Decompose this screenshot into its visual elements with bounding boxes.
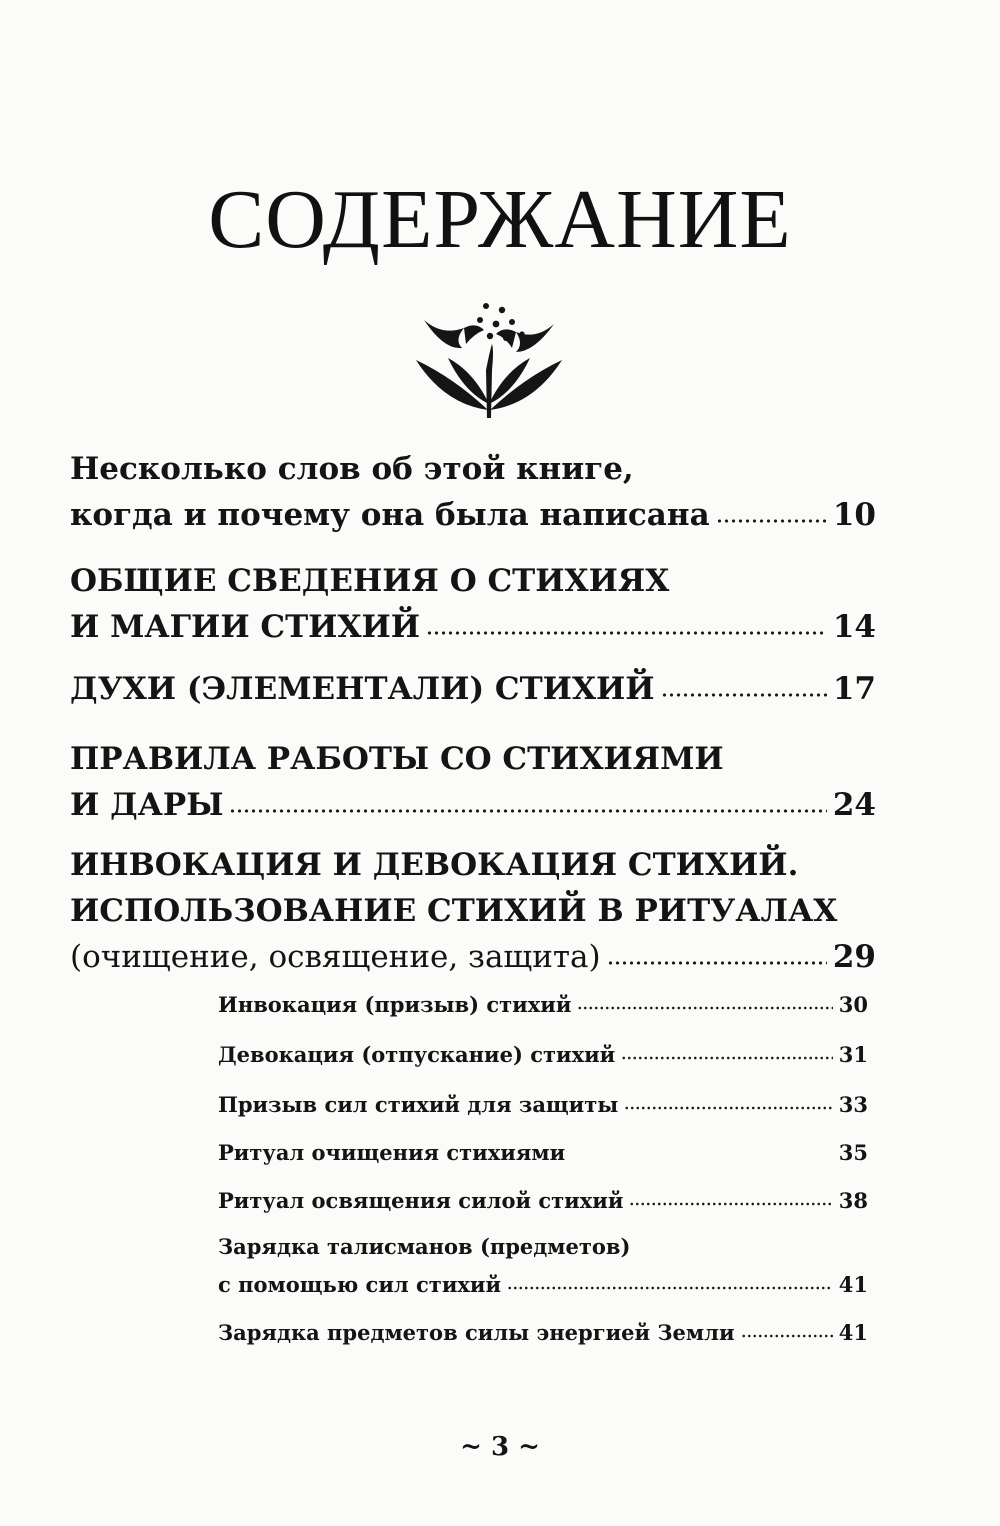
page-number: 31 [838,1042,868,1067]
page-number: 38 [838,1188,868,1213]
leader-dots [624,1104,832,1112]
toc-subentry-protection[interactable] [218,1086,868,1124]
leaf-ornament-icon [404,300,574,420]
page-number: 10 [832,497,876,533]
leader-dots [507,1284,833,1292]
leader-dots [607,959,827,967]
toc-entry-line: Зарядка талисманов (предметов) [218,1234,631,1259]
leader-dots [229,807,826,815]
toc-subentry-earth-energy[interactable] [218,1314,868,1352]
leader-dots [716,517,827,525]
toc-entry-line: ОБЩИЕ СВЕДЕНИЯ О СТИХИЯХ [70,563,670,599]
toc-entry-line: Инвокация (призыв) стихий 30 [218,986,868,1024]
toc-entry-general-info[interactable] [70,558,876,650]
page-number: 30 [838,992,868,1017]
leader-dots [426,629,827,637]
toc-entry-rules[interactable] [70,736,876,828]
toc-entry-line: Ритуал очищения стихиями 35 [218,1134,868,1172]
leader-dots [621,1054,833,1062]
page-number: 33 [838,1092,868,1117]
leader-dots [661,691,827,699]
toc-entry-line: с помощью сил стихий 41 [218,1266,868,1304]
toc-entry-line: Девокация (отпускание) стихий 31 [218,1036,868,1074]
toc-entry-line: Призыв сил стихий для защиты 33 [218,1086,868,1124]
page-number: 41 [838,1320,868,1345]
toc-entry-line: Несколько слов об этой книге, [70,451,634,487]
page-number: 14 [832,609,876,645]
toc-subentry-cleansing[interactable] [218,1134,868,1172]
toc-subentry-consecration[interactable] [218,1182,868,1220]
toc-entry-line: Зарядка предметов силы энергией Земли 41 [218,1314,868,1352]
page-number: 24 [832,787,876,823]
toc-entry-line: И МАГИИ СТИХИЙ 14 [70,604,876,650]
toc-entry-invocation[interactable] [70,842,876,980]
toc-entry-line: И ДАРЫ 24 [70,782,876,828]
toc-entry-line: (очищение, освящение, защита) 29 [70,934,876,980]
page-title: СОДЕРЖАНИЕ [208,173,792,266]
leader-dots [577,1004,832,1012]
toc-entry-about-book[interactable] [70,446,876,538]
toc-subentry-invocation[interactable] [218,986,868,1024]
toc-subentry-talismans[interactable] [218,1228,868,1304]
page-number: 41 [838,1272,868,1297]
page-number: 35 [838,1140,868,1165]
page-number: 29 [832,939,876,975]
page-number: 17 [832,671,876,707]
toc-entry-line: когда и почему она была написана 10 [70,492,876,538]
toc-subentry-devocation[interactable] [218,1036,868,1074]
leader-dots [741,1332,833,1340]
toc-entry-line: ПРАВИЛА РАБОТЫ СО СТИХИЯМИ [70,741,724,777]
toc-entry-spirits[interactable] [70,666,876,712]
toc-entry-line: ИСПОЛЬЗОВАНИЕ СТИХИЙ В РИТУАЛАХ [70,893,838,929]
leader-dots [629,1200,832,1208]
toc-entry-line: ИНВОКАЦИЯ И ДЕВОКАЦИЯ СТИХИЙ. [70,847,799,883]
toc-entry-line: Ритуал освящения силой стихий 38 [218,1182,868,1220]
toc-entry-line: ДУХИ (ЭЛЕМЕНТАЛИ) СТИХИЙ 17 [70,666,876,712]
page-footer-number: ~ 3 ~ [460,1432,540,1462]
